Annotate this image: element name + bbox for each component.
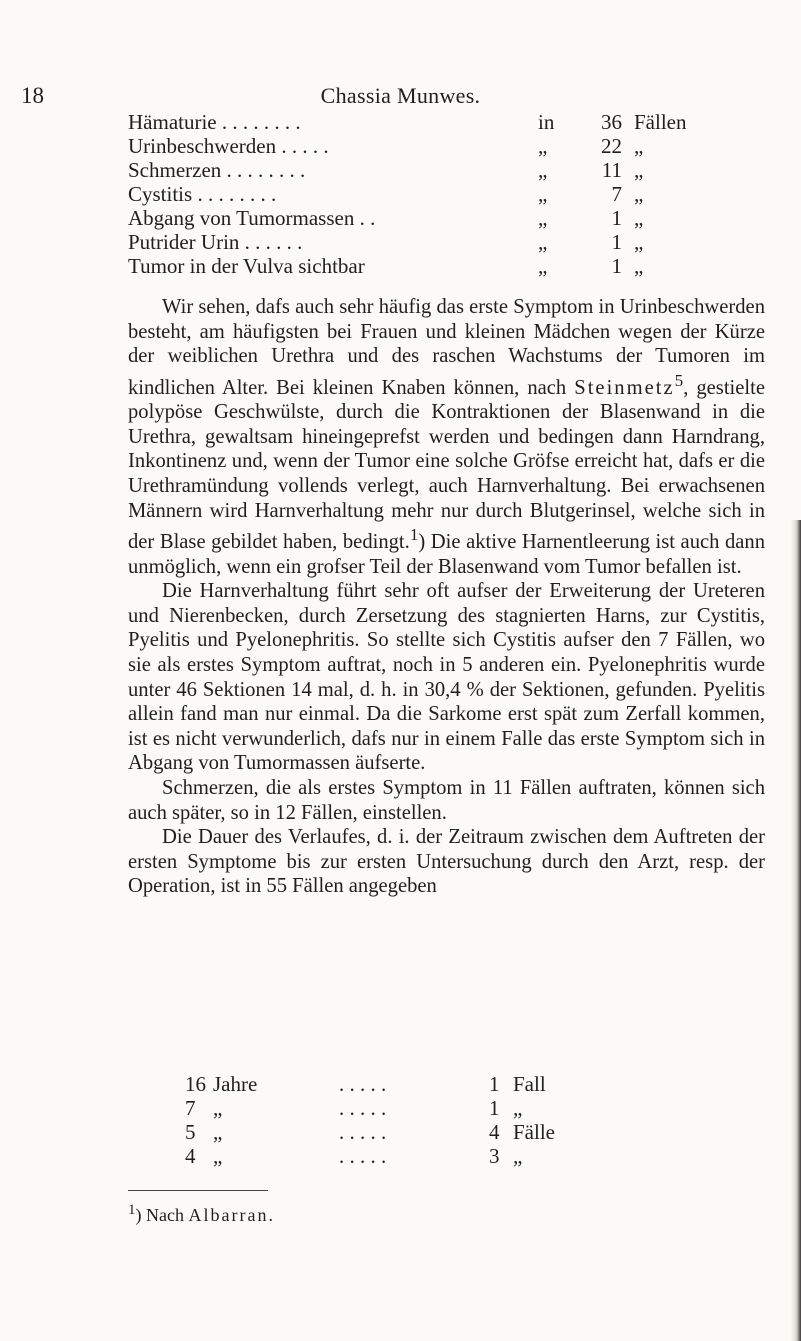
symptom-prefix: „ <box>538 206 548 230</box>
duration-years: 16 <box>185 1072 206 1096</box>
case-count: 1 <box>489 1072 500 1096</box>
reference-mark: 5 <box>674 370 684 390</box>
symptom-unit: Fällen <box>634 110 687 134</box>
symptom-prefix: „ <box>538 158 548 182</box>
symptom-prefix: „ <box>538 230 548 254</box>
table-row <box>128 158 687 182</box>
running-head: Chassia Munwes. <box>320 83 481 108</box>
table-row <box>185 1144 555 1168</box>
table-row <box>128 134 687 158</box>
footnote-mark: 1 <box>409 525 419 545</box>
duration-leader: . . . . . <box>339 1072 387 1096</box>
paragraph-1 <box>128 295 765 579</box>
body-text <box>128 295 765 899</box>
symptom-label: Schmerzen . . . . . . . . <box>128 158 306 182</box>
duration-unit: „ <box>213 1144 223 1168</box>
symptom-prefix: „ <box>538 254 548 278</box>
symptom-count: 11 <box>601 158 622 182</box>
table-row <box>185 1120 555 1144</box>
duration-unit: „ <box>213 1120 223 1144</box>
symptom-label: Tumor in der Vulva sichtbar <box>128 254 365 278</box>
symptom-label: Putrider Urin . . . . . . <box>128 230 303 254</box>
duration-table <box>185 1072 555 1168</box>
duration-unit: „ <box>213 1096 223 1120</box>
table-row <box>185 1072 555 1096</box>
symptom-label: Hämaturie . . . . . . . . <box>128 110 301 134</box>
case-count: 1 <box>489 1096 500 1120</box>
table-row <box>128 230 687 254</box>
author-steinmetz: Steinmetz <box>574 376 675 399</box>
case-count: 4 <box>489 1120 500 1144</box>
symptom-label: Urinbeschwerden . . . . . <box>128 134 329 158</box>
paragraph-3: Schmerzen, die als erstes Symptom in 11 Fällen auftraten, können sich auch später, so in 12 Fällen, einstellen. <box>128 777 765 824</box>
table-row <box>128 206 687 230</box>
para1-text-c: ) Die aktive Harnentleerung ist auch dann unmöglich, wenn ein grofser Teil der Blasenwand vom Tumor befallen ist. <box>128 531 766 578</box>
symptom-label: Cystitis . . . . . . . . <box>128 182 277 206</box>
symptom-unit: „ <box>634 254 644 278</box>
case-count: 3 <box>489 1144 500 1168</box>
page-number: 18 <box>21 83 44 108</box>
symptom-table <box>128 110 687 278</box>
symptom-prefix: in <box>538 110 555 134</box>
page-edge-shadow <box>791 520 801 1341</box>
table-row <box>128 110 687 134</box>
symptom-count: 22 <box>601 134 622 158</box>
symptom-count: 1 <box>611 206 622 230</box>
table-row <box>128 254 687 278</box>
symptom-count: 7 <box>611 182 622 206</box>
symptom-unit: „ <box>634 230 644 254</box>
footnote-rule <box>128 1190 268 1191</box>
symptom-label: Abgang von Tumormassen . . <box>128 206 376 230</box>
symptom-prefix: „ <box>538 134 548 158</box>
case-label: Fall <box>513 1072 546 1096</box>
paragraph-2: Die Harnverhaltung führt sehr oft aufser der Erweiterung der Ureteren und Nierenbecken, durch Zersetzung des stagnierten Harns, zur Cystitis, Pyelitis und Pyelonephritis. So stellte sich Cystitis aufser den 7 Fällen, wo sie als erstes Symptom auftrat, noch in 5 anderen ein. Pyelonephritis wurde unter 46 Sektionen 14 mal, d. h. in 30,4 % der Sektionen, gefunden. Pyelitis allein fand man nur einmal. Da die Sarkome erst spät zum Zerfall kommen, ist es nicht verwunderlich, dafs nur in einem Falle das erste Symptom sich in Abgang von Tumormassen äufserte. <box>128 580 765 775</box>
symptom-unit: „ <box>634 158 644 182</box>
case-label: „ <box>513 1144 523 1168</box>
duration-years: 4 <box>185 1144 196 1168</box>
footnote-marker: 1 <box>128 1202 136 1218</box>
symptom-count: 1 <box>611 230 622 254</box>
footnote-author: Albarran. <box>188 1205 275 1225</box>
case-label: Fälle <box>513 1120 555 1144</box>
table-row <box>185 1096 555 1120</box>
para1-text-b: , gestielte polypöse Geschwülste, durch die Kontraktionen der Blasenwand in die Urethra, gewaltsam hineingeprefst werden und bedingen dann Harndrang, Inkontinenz und, wenn der Tumor eine solche Gröfse erreicht hat, dafs er die Urethramündung vollends verlegt, auch Harnverhaltung. Bei erwachsenen Männern wird Harnverhaltung mehr nur durch Blutgerinsel, welche sich in der Blase gebildet haben, bedingt. <box>128 376 765 554</box>
footnote-prefix: ) Nach <box>135 1205 189 1225</box>
duration-unit: Jahre <box>213 1072 258 1096</box>
footnote <box>128 1202 275 1226</box>
symptom-unit: „ <box>634 206 644 230</box>
duration-leader: . . . . . <box>339 1120 387 1144</box>
paragraph-4: Die Dauer des Verlaufes, d. i. der Zeitraum zwischen dem Auftreten der ersten Symptome bis zur ersten Untersuchung durch den Arzt, resp. der Operation, ist in 55 Fällen angegeben <box>128 826 765 898</box>
symptom-unit: „ <box>634 182 644 206</box>
duration-years: 5 <box>185 1120 196 1144</box>
symptom-count: 36 <box>601 110 622 134</box>
symptom-prefix: „ <box>538 182 548 206</box>
case-label: „ <box>513 1096 523 1120</box>
duration-years: 7 <box>185 1096 196 1120</box>
para1-text-a: Wir sehen, dafs auch sehr häufig das erste Symptom in Urinbeschwerden besteht, am häufigsten bei Frauen und kleinen Mädchen wegen der Kürze der weiblichen Urethra und des raschen Wachstums der Tumoren im kindlichen Alter. Bei kleinen Knaben können, nach <box>128 296 765 399</box>
duration-leader: . . . . . <box>339 1096 387 1120</box>
duration-leader: . . . . . <box>339 1144 387 1168</box>
symptom-unit: „ <box>634 134 644 158</box>
table-row <box>128 182 687 206</box>
symptom-count: 1 <box>611 254 622 278</box>
